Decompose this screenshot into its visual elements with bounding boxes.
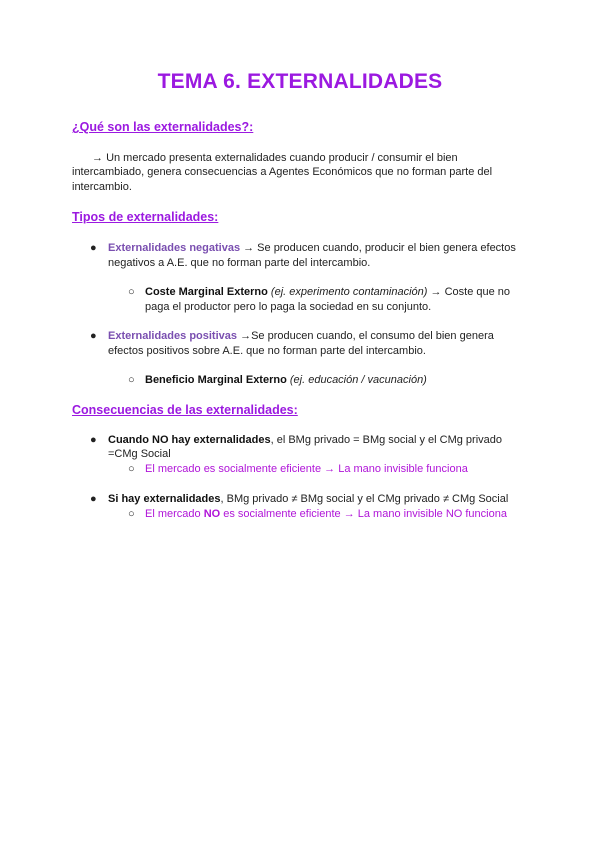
heading-tipos: Tipos de externalidades: bbox=[72, 210, 219, 224]
heading-que-son: ¿Qué son las externalidades?: bbox=[72, 120, 254, 134]
list-item-continuation: efectos positivos sobre A.E. que no forman parte del intercambio. bbox=[108, 345, 426, 357]
item-text: → Se producen cuando, producir el bien genera efectos bbox=[243, 242, 516, 254]
bullet-disc: ● bbox=[90, 493, 97, 505]
list-item-bme bbox=[145, 373, 427, 388]
page-title: TEMA 6. EXTERNALIDADES bbox=[157, 70, 443, 93]
list-item-no-externalidades bbox=[108, 433, 502, 448]
label-coste-marginal-externo: Coste Marginal Externo bbox=[145, 286, 268, 298]
bullet-circle: ○ bbox=[128, 286, 135, 298]
example-text: (ej. experimento contaminación) bbox=[270, 286, 428, 298]
item-text: → Coste que no bbox=[430, 286, 511, 298]
list-item-continuation: negativos a A.E. que no forman parte del intercambio. bbox=[108, 257, 371, 269]
item-text: , el BMg privado = BMg social y el CMg privado bbox=[270, 434, 503, 446]
item-text: , BMg privado ≠ BMg social y el CMg privado ≠ CMg Social bbox=[220, 493, 509, 505]
list-item-si-externalidades bbox=[108, 492, 508, 507]
item-text: es socialmente eficiente → La mano invisible NO funciona bbox=[220, 508, 507, 520]
heading-consecuencias: Consecuencias de las externalidades: bbox=[72, 403, 298, 417]
label-externalidades-positivas: Externalidades positivas bbox=[108, 330, 237, 342]
item-text: →Se producen cuando, el consumo del bien genera bbox=[240, 330, 494, 342]
list-item-continuation: paga el productor pero lo paga la sociedad en su conjunto. bbox=[145, 301, 432, 313]
example-text: (ej. educación / vacunación) bbox=[289, 374, 427, 386]
paragraph-line: intercambio. bbox=[72, 181, 132, 193]
bullet-disc: ● bbox=[90, 434, 97, 446]
list-item-positivas bbox=[108, 329, 494, 344]
sub-item-eficiente: El mercado es socialmente eficiente → La mano invisible funciona bbox=[145, 463, 468, 475]
emphasis-no: NO bbox=[203, 508, 221, 520]
bullet-disc: ● bbox=[90, 330, 97, 342]
bullet-circle: ○ bbox=[128, 463, 135, 475]
bullet-circle: ○ bbox=[128, 374, 135, 386]
bullet-circle: ○ bbox=[128, 508, 135, 520]
bullet-disc: ● bbox=[90, 242, 97, 254]
paragraph-line: intercambiado, genera consecuencias a Agentes Económicos que no forman parte del bbox=[72, 166, 493, 178]
paragraph-text: Un mercado presenta externalidades cuando producir / consumir el bien bbox=[106, 152, 458, 164]
label-externalidades-negativas: Externalidades negativas bbox=[108, 242, 241, 254]
list-item-continuation: =CMg Social bbox=[108, 448, 171, 460]
label-beneficio-marginal-externo: Beneficio Marginal Externo bbox=[145, 374, 287, 386]
list-item-negativas bbox=[108, 241, 516, 256]
sub-item-no-eficiente bbox=[145, 507, 507, 522]
item-text: El mercado bbox=[145, 508, 204, 520]
label-no-externalidades: Cuando NO hay externalidades bbox=[108, 434, 271, 446]
list-item-cme bbox=[145, 285, 510, 300]
paragraph-line bbox=[92, 151, 458, 166]
label-si-externalidades: Si hay externalidades bbox=[108, 493, 221, 505]
arrow-glyph: → bbox=[92, 152, 103, 164]
